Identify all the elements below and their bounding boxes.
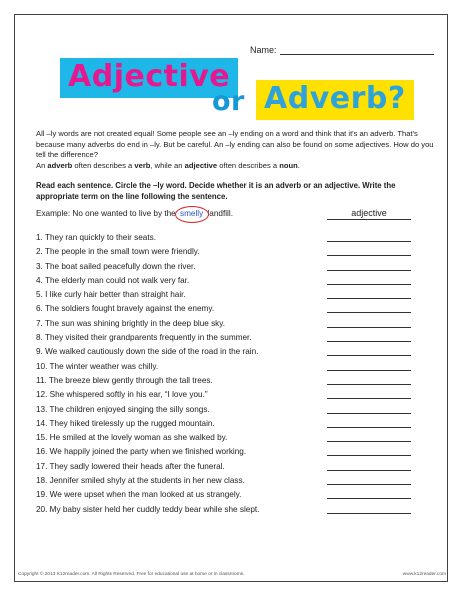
term-noun: noun [279,160,298,170]
answer-blank-line[interactable] [327,355,411,356]
intro-paragraph-2 [36,161,438,172]
answer-blank-line[interactable] [327,341,411,342]
sentence-row [36,245,432,259]
term-verb: verb [134,160,151,170]
sentence-row [36,488,432,502]
footer [18,572,446,577]
sentence-row [36,345,432,359]
sentence-text: 3. The boat sailed peacefully down the river. [36,261,196,271]
sentence-text: 14. They hiked tirelessly up the rugged mountain. [36,418,215,428]
sentence-text: 15. He smiled at the lovely woman as she walked by. [36,433,228,443]
sentence-text: 18. Jennifer smiled shyly at the students in her new class. [36,476,245,486]
name-field [250,45,434,55]
sentence-row [36,445,432,459]
sentence-text: 10. The winter weather was chilly. [36,361,159,371]
sentence-text: 8. They visited their grandparents frequently in the summer. [36,333,252,343]
sentence-text: 12. She whispered softly in his ear, “I love you.” [36,390,208,400]
answer-blank-line[interactable] [327,255,411,256]
sentence-row [36,374,432,388]
name-label: Name: [250,45,277,55]
answer-blank-line[interactable] [327,441,411,442]
example-after: landfill. [205,209,233,218]
answer-blank-line[interactable] [327,470,411,471]
footer-copyright: Copyright © 2013 K12reader.com. All Rights Reserved. Free for educational use at home or in classrooms. [18,572,245,577]
sentence-row [36,360,432,374]
sentence-row [36,388,432,402]
sentence-text: 11. The breeze blew gently through the tall trees. [36,375,213,385]
sentence-row [36,274,432,288]
sentence-text: 1. They ran quickly to their seats. [36,233,156,242]
sentence-row [36,503,432,517]
intro-text-segment: An [36,160,48,170]
intro-text-segment: , while an [150,160,185,170]
sentence-text: 2. The people in the small town were friendly. [36,247,200,257]
answer-blank-line[interactable] [327,513,411,514]
term-adverb: adverb [47,160,73,170]
answer-blank-line[interactable] [327,455,411,456]
sentence-list [36,231,432,517]
example-answer: adjective [327,208,411,220]
answer-blank-line[interactable] [327,398,411,399]
answer-blank-line[interactable] [327,298,411,299]
sentence-row [36,288,432,302]
sentence-text: 5. I like curly hair better than straight hair. [36,290,186,300]
circled-word-text: smelly [180,209,204,218]
answer-blank-line[interactable] [327,327,411,328]
intro-text-segment: . [297,160,300,170]
intro-text [36,129,438,171]
title-or: or [212,86,245,117]
sentence-row [36,260,432,274]
sentence-text: 19. We were upset when the man looked at us strangely. [36,490,242,500]
sentence-row [36,317,432,331]
answer-blank-line[interactable] [327,284,411,285]
sentence-row [36,474,432,488]
intro-text-segment: often describes a [72,160,135,170]
intro-paragraph-1: All –ly words are not created equal! Some people see an –ly ending on a word and think that it's an adverb. That's because many adverbs do end in –ly. But be careful. An –ly ending can also be found on some adjectives. How do you tell the difference? [36,129,434,159]
sentence-row [36,302,432,316]
term-adjective: adjective [184,160,218,170]
sentence-text: 7. The sun was shining brightly in the deep blue sky. [36,318,226,328]
sentence-text: 6. The soldiers fought bravely against the enemy. [36,304,215,314]
sentence-row [36,431,432,445]
example-before: Example: No one wanted to live by the [36,209,178,218]
sentence-row [36,231,432,245]
sentence-row [36,417,432,431]
title-adjective: Adjective [60,58,238,98]
example-circled-word [178,209,205,218]
footer-site: www.k12reader.com [402,572,446,577]
title-adverb: Adverb? [256,80,414,120]
answer-blank-line[interactable] [327,370,411,371]
sentence-text: 16. We happily joined the party when we finished working. [36,447,247,457]
sentence-row [36,331,432,345]
answer-blank-line[interactable] [327,484,411,485]
intro-text-segment: often describes a [217,160,280,170]
sentence-text: 4. The elderly man could not walk very far. [36,275,190,285]
sentence-text: 20. My baby sister held her cuddly teddy bear while she slept. [36,504,260,514]
answer-blank-line[interactable] [327,384,411,385]
answer-blank-line[interactable] [327,427,411,428]
answer-blank-line[interactable] [327,413,411,414]
sentence-text: 17. They sadly lowered their heads after the funeral. [36,461,225,471]
answer-blank-line[interactable] [327,270,411,271]
answer-blank-line[interactable] [327,241,411,242]
answer-blank-line[interactable] [327,498,411,499]
circle-mark [175,206,209,223]
sentence-text: 13. The children enjoyed singing the silly songs. [36,404,210,414]
sentence-row [36,460,432,474]
answer-blank-line[interactable] [327,312,411,313]
sentence-text: 9. We walked cautiously down the side of the road in the rain. [36,347,259,357]
instructions: Read each sentence. Circle the –ly word. Decide whether it is an adverb or an adjective. Write the appropriate term on the line following the sentence. [36,181,396,201]
name-blank-line[interactable] [280,45,434,55]
sentence-row [36,403,432,417]
